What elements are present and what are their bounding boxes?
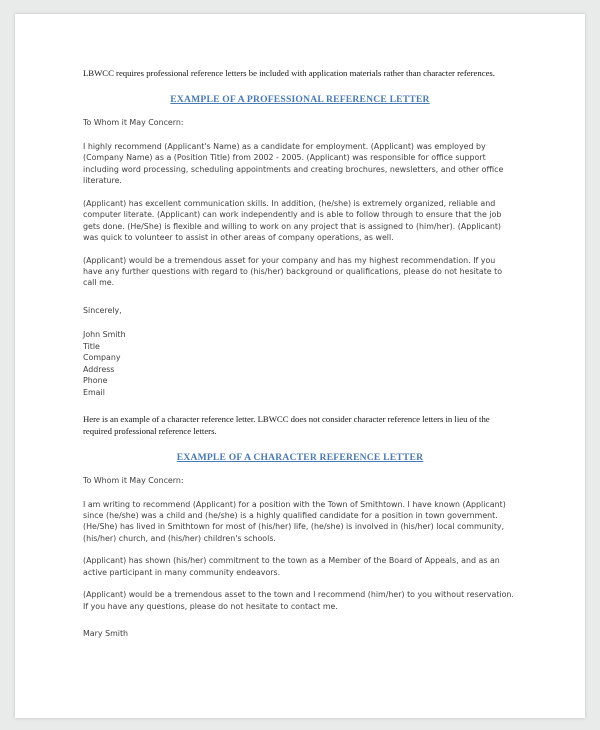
signature-address: Address	[83, 364, 115, 374]
character-signature-name: Mary Smith	[83, 629, 129, 639]
character-letter-heading[interactable]: EXAMPLE OF A CHARACTER REFERENCE LETTER	[176, 452, 424, 464]
salutation-character: To Whom it May Concern:	[83, 476, 184, 486]
character-paragraph-1: I am writing to recommend (Applicant) for a position with the Town of Smithtown. I have known (Applicant) since (he/she) was a child and (he/she) is a highly qualified candidate for a position in town government. (He/She) has lived in Smithtown for most of (his/her) life, (he/she) is involved in (his/her) local community, (his/her) church, and (his/her) children's schools.	[83, 499, 506, 543]
professional-letter-heading[interactable]: EXAMPLE OF A PROFESSIONAL REFERENCE LETTER	[170, 94, 430, 106]
professional-paragraph-1: I highly recommend (Applicant's Name) as a candidate for employment. (Applicant) was employed by (Company Name) as a (Position Title) from 2002 - 2005. (Applicant) was responsible for office support including word processing, scheduling appointments and creating brochures, newsletters, and other office literature.	[83, 141, 504, 186]
professional-paragraph-3: (Applicant) would be a tremendous asset for your company and has my highest recommendation. If you have any further questions with regard to (his/her) background or qualifications, please do not hesitate to call me.	[83, 255, 503, 288]
document-page	[15, 14, 585, 718]
closing-line: Sincerely,	[83, 305, 122, 315]
professional-paragraph-2: (Applicant) has excellent communication skills. In addition, (he/she) is extremely organized, reliable and computer literate. (Applicant) can work independently and is able to follow through to ensure that the job gets done. (He/She) is flexible and willing to work on any project that is assigned to (him/her). (Applicant) was quick to volunteer to assist in other areas of company operations, as well.	[83, 198, 502, 243]
signature-phone: Phone	[83, 376, 108, 386]
signature-name: John Smith	[83, 330, 126, 340]
signature-email: Email	[83, 387, 105, 397]
intro-paragraph-professional: LBWCC requires professional reference letters be included with application materials rather than character references.	[83, 68, 495, 78]
signature-block	[83, 329, 517, 398]
intro-paragraph-character: Here is an example of a character reference letter. LBWCC does not consider character reference letters in lieu of the required professional reference letters.	[83, 414, 490, 436]
character-paragraph-2: (Applicant) has shown (his/her) commitment to the town as a Member of the Board of Appeals, and as an active participant in many community endeavors.	[83, 556, 500, 577]
character-paragraph-3: (Applicant) would be a tremendous asset to the town and I recommend (him/her) to you without reservation. If you have any questions, please do not hesitate to contact me.	[83, 590, 514, 611]
signature-title: Title	[83, 341, 100, 351]
signature-company: Company	[83, 353, 121, 363]
salutation-professional: To Whom it May Concern:	[83, 118, 184, 128]
